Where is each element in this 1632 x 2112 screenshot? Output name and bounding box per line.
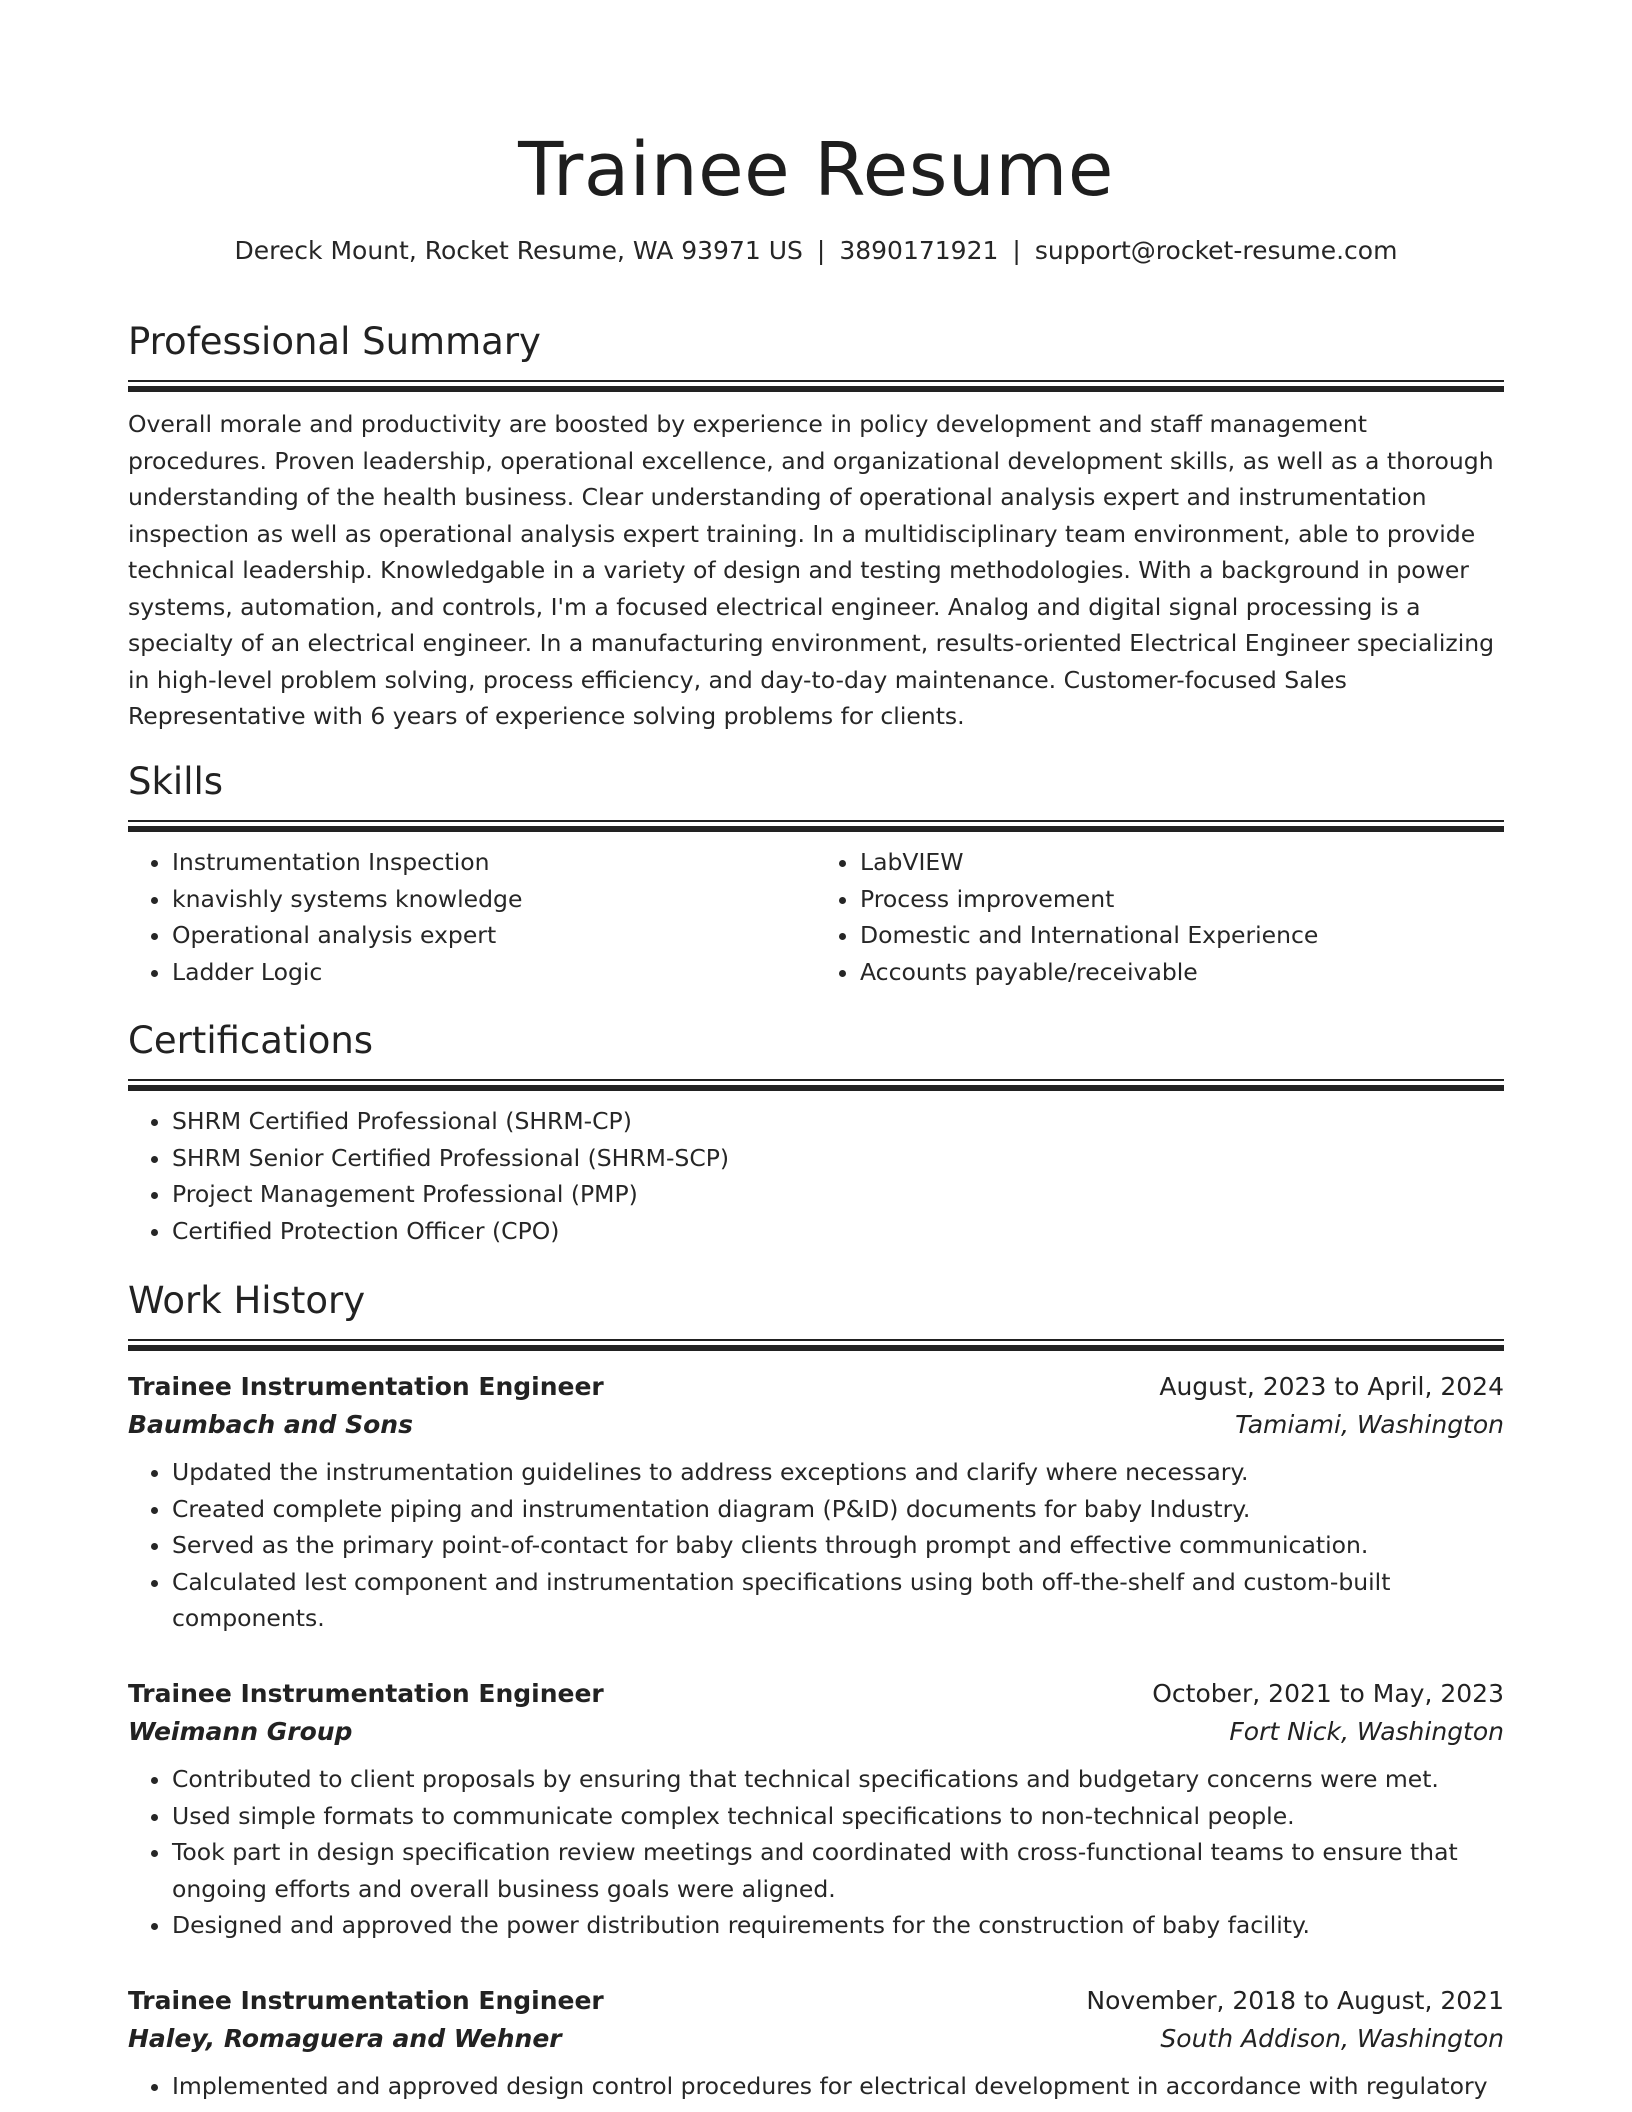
- skill-item: • Accounts payable/receivable: [860, 954, 1504, 991]
- skill-item: • Ladder Logic: [172, 954, 816, 991]
- contact-phone: 3890171921: [839, 236, 999, 265]
- skill-item: • knavishly systems knowledge: [172, 881, 816, 918]
- job-title: Trainee Instrumentation Engineer: [128, 1679, 604, 1708]
- job-dates: November, 2018 to August, 2021: [1086, 1986, 1504, 2015]
- job-entry: [128, 1982, 1504, 2105]
- contact-line: [128, 234, 1504, 268]
- certification-item: • Certified Protection Officer (CPO): [172, 1213, 1504, 1250]
- contact-separator: |: [1012, 236, 1021, 265]
- certification-item: • SHRM Certified Professional (SHRM-CP): [172, 1103, 1504, 1140]
- contact-email: support@rocket-resume.com: [1034, 236, 1398, 265]
- job-entry: [128, 1675, 1504, 1944]
- summary-section: [128, 318, 1504, 735]
- skill-item: • LabVIEW: [860, 844, 1504, 881]
- job-bullet: • Served as the primary point-of-contact for baby clients through prompt and effective communication.: [172, 1527, 1504, 1564]
- contact-separator: |: [816, 236, 826, 265]
- skills-heading: Skills: [128, 760, 224, 803]
- skills-column-left: [128, 844, 816, 990]
- skill-item: • Operational analysis expert: [172, 917, 816, 954]
- job-bullet: • Took part in design specification review meetings and coordinated with cross-functional teams to ensure that ongoing efforts and overall business goals were aligned.: [172, 1834, 1504, 1907]
- section-divider: [128, 820, 1504, 832]
- job-dates: October, 2021 to May, 2023: [1152, 1679, 1504, 1708]
- certifications-heading: Certifications: [128, 1019, 374, 1062]
- section-divider: [128, 1339, 1504, 1351]
- job-bullet: • Contributed to client proposals by ensuring that technical specifications and budgetary concerns were met.: [172, 1761, 1504, 1798]
- summary-text: Overall morale and productivity are boosted by experience in policy development and staff management procedures. Proven leadership, operational excellence, and organizational development skills, as well as a thorough understanding of the health business. Clear understanding of operational analysis expert and instrumentation inspection as well as operational analysis expert training. In a multidisciplinary team environment, able to provide technical leadership. Knowledgable in a variety of design and testing methodologies. With a background in power systems, automation, and controls, I'm a focused electrical engineer. Analog and digital signal processing is a specialty of an electrical engineer. In a manufacturing environment, results-oriented Electrical Engineer specializing in high-level problem solving, process efficiency, and day-to-day maintenance. Customer-focused Sales Representative with 6 years of experience solving problems for clients.: [128, 410, 1495, 730]
- certification-item: • SHRM Senior Certified Professional (SHRM-SCP): [172, 1140, 1504, 1177]
- job-bullet: • Updated the instrumentation guidelines to address exceptions and clarify where necessary.: [172, 1454, 1504, 1491]
- job-title: Trainee Instrumentation Engineer: [128, 1986, 604, 2015]
- work-history-section: [128, 1277, 1504, 1351]
- work-history-heading: Work History: [128, 1279, 366, 1322]
- job-entry: [128, 1368, 1504, 1637]
- job-bullet: • Created complete piping and instrumentation diagram (P&ID) documents for baby Industry.: [172, 1491, 1504, 1528]
- contact-address: Dereck Mount, Rocket Resume, WA 93971 US: [234, 236, 803, 265]
- job-bullet: • Designed and approved the power distribution requirements for the construction of baby facility.: [172, 1907, 1504, 1944]
- job-location: Tamiami, Washington: [1235, 1410, 1504, 1439]
- certifications-section: [128, 1017, 1504, 1249]
- resume-title: Trainee Resume: [518, 127, 1114, 213]
- certification-item: • Project Management Professional (PMP): [172, 1176, 1504, 1213]
- job-dates: August, 2023 to April, 2024: [1159, 1372, 1504, 1401]
- resume-page: [128, 0, 1504, 2100]
- job-company: Haley, Romaguera and Wehner: [128, 2024, 562, 2053]
- job-title: Trainee Instrumentation Engineer: [128, 1372, 604, 1401]
- skill-item: • Domestic and International Experience: [860, 917, 1504, 954]
- job-location: Fort Nick, Washington: [1229, 1717, 1504, 1746]
- job-bullet: • Used simple formats to communicate complex technical specifications to non-technical people.: [172, 1798, 1504, 1835]
- skills-column-right: [816, 844, 1504, 990]
- skills-grid: [128, 844, 1504, 990]
- job-bullet: • Implemented and approved design control procedures for electrical development in accordance with regulatory: [172, 2068, 1504, 2105]
- section-divider: [128, 380, 1504, 392]
- job-location: South Addison, Washington: [1160, 2024, 1504, 2053]
- job-bullet: • Calculated lest component and instrumentation specifications using both off-the-shelf and custom-built components.: [172, 1564, 1504, 1637]
- skill-item: • Process improvement: [860, 881, 1504, 918]
- skill-item: • Instrumentation Inspection: [172, 844, 816, 881]
- skills-section: [128, 758, 1504, 990]
- job-company: Weimann Group: [128, 1717, 353, 1746]
- job-company: Baumbach and Sons: [128, 1410, 413, 1439]
- section-divider: [128, 1079, 1504, 1091]
- summary-heading: Professional Summary: [128, 320, 541, 363]
